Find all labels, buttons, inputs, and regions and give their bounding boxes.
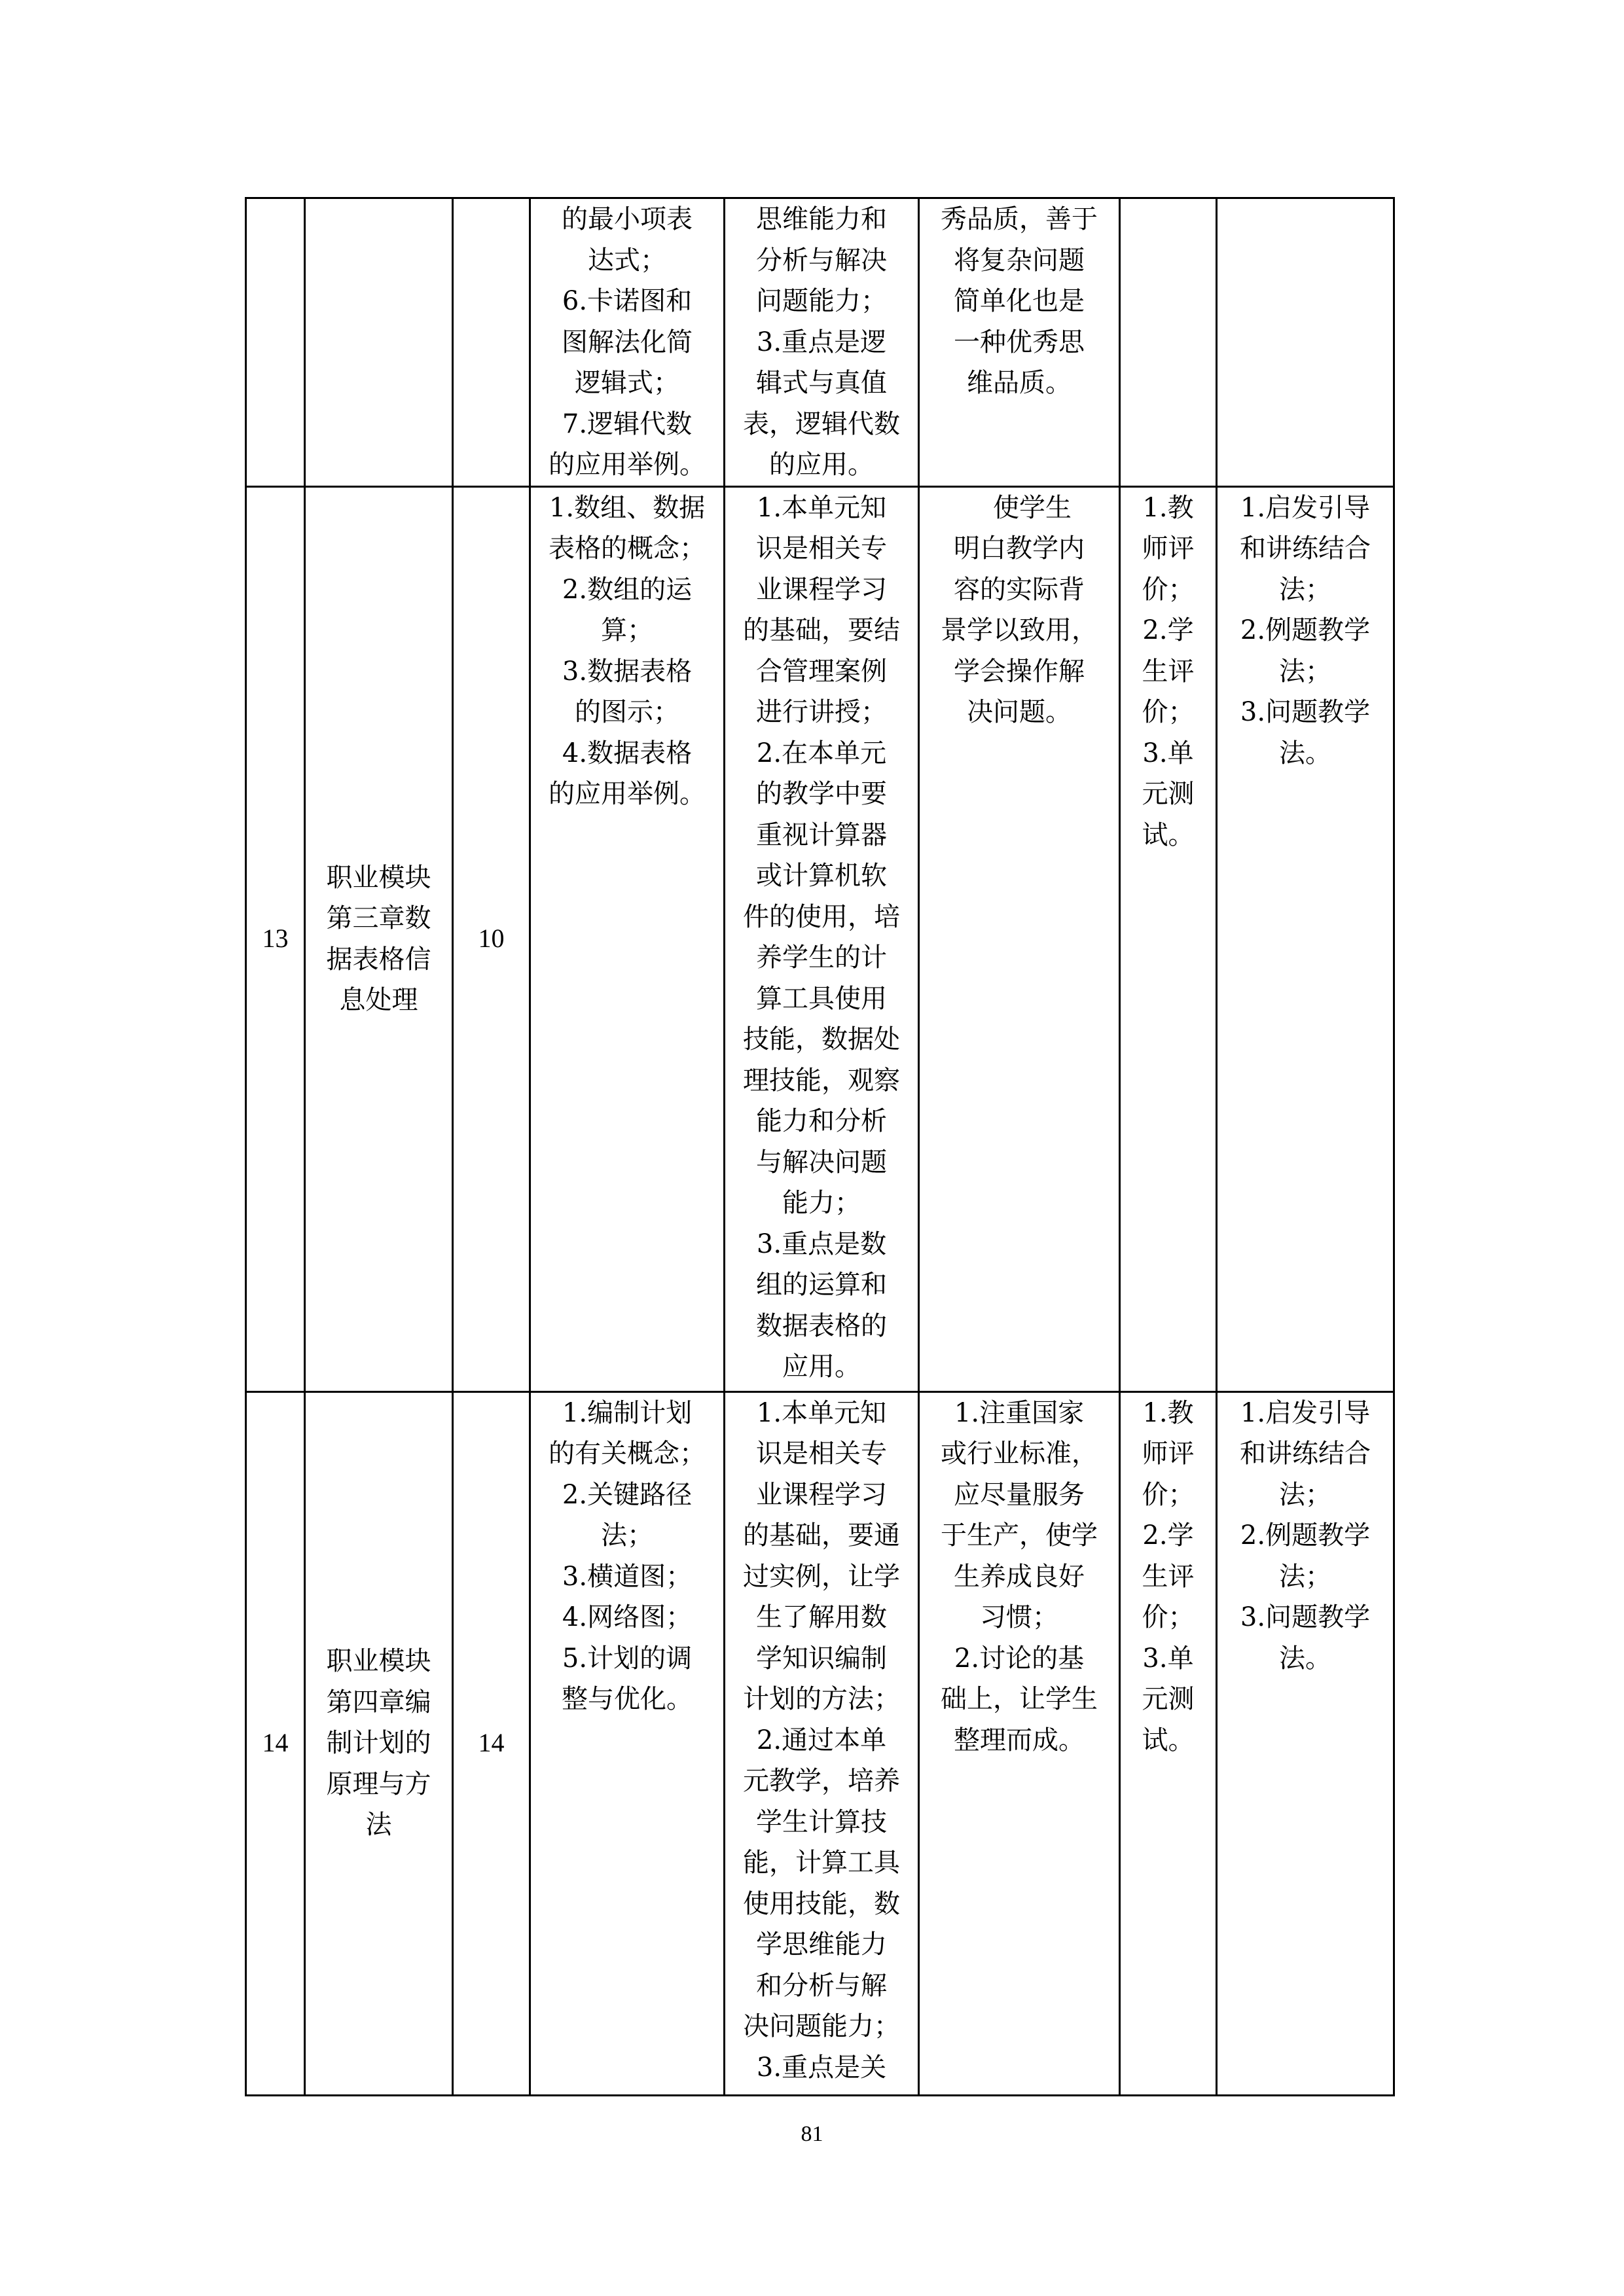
- cell-line: 生养成良好: [954, 1561, 1085, 1592]
- cell-line: 础上，让学生: [941, 1684, 1098, 1714]
- cell-line: 养学生的计: [756, 942, 887, 973]
- cell-line: 和讲练结合: [1240, 1439, 1371, 1469]
- cell-line: 1.本单元知: [756, 1397, 887, 1428]
- cell-line: 生评: [1142, 1561, 1195, 1592]
- cell-line: 3.重点是逻: [756, 327, 887, 357]
- cell-line: 业课程学习: [756, 574, 887, 605]
- cell-line: 2.例题教学: [1240, 1520, 1371, 1551]
- cell-line: 2.学: [1142, 615, 1194, 645]
- cell-line: 生了解用数: [756, 1602, 887, 1632]
- cell-line: 容的实际背: [954, 574, 1085, 605]
- cell-line: 图解法化简: [562, 327, 693, 357]
- cell-line: 元测: [1142, 779, 1195, 809]
- curriculum-table: [245, 197, 1395, 2096]
- cell-line: 1.教: [1142, 492, 1194, 523]
- cell-hours: 14: [453, 1391, 530, 2095]
- cell-line: 和讲练结合: [1240, 533, 1371, 564]
- cell-line: 学知识编制: [756, 1643, 887, 1674]
- cell-line: 的图示；: [575, 697, 679, 727]
- cell-line: 生评: [1142, 656, 1195, 687]
- cell-line: 师评: [1142, 1439, 1195, 1469]
- cell-line: 价；: [1142, 1602, 1195, 1632]
- cell-line: 理技能，观察: [743, 1065, 900, 1096]
- cell-line: 学生计算技: [756, 1806, 887, 1837]
- cell-line: 1.启发引导: [1240, 492, 1371, 523]
- cell-evaluation: [1120, 198, 1217, 487]
- cell-line: 职业模块: [326, 1646, 431, 1677]
- cell-line: 据表格信: [326, 944, 431, 975]
- cell-methods: [1217, 486, 1394, 1391]
- cell-line: 达式；: [588, 245, 666, 276]
- cell-line: 原理与方: [326, 1768, 431, 1799]
- cell-no: [246, 198, 305, 487]
- cell-line: 应用。: [782, 1352, 861, 1382]
- cell-ideology: [919, 1391, 1120, 2095]
- cell-line: 识是相关专: [756, 1439, 887, 1469]
- cell-line: 秀品质，善于: [941, 204, 1098, 234]
- cell-line: 2.通过本单: [756, 1725, 887, 1755]
- cell-methods: [1217, 198, 1394, 487]
- cell-line: 技能，数据处: [743, 1024, 900, 1054]
- cell-line: 法: [365, 1810, 392, 1840]
- cell-line: 整与优化。: [562, 1684, 693, 1714]
- cell-hours: 10: [453, 486, 530, 1391]
- cell-line: 2.数组的运: [562, 574, 693, 605]
- cell-content: [530, 198, 725, 487]
- cell-line: 决问题。: [967, 697, 1072, 727]
- cell-line: 7.逻辑代数: [562, 408, 693, 439]
- cell-line: 数据表格的: [756, 1310, 887, 1341]
- cell-line: 应尽量服务: [954, 1479, 1085, 1510]
- cell-line: 价；: [1142, 1479, 1195, 1510]
- cell-line: 法；: [1279, 574, 1331, 605]
- cell-content: [530, 486, 725, 1391]
- cell-line: 辑式与真值: [756, 368, 887, 398]
- cell-line: 1.数组、数据: [549, 492, 706, 523]
- cell-hours: [453, 198, 530, 487]
- cell-line: 的有关概念；: [549, 1439, 706, 1469]
- cell-line: 3.重点是数: [756, 1229, 887, 1259]
- cell-line: 思维能力和: [756, 204, 887, 234]
- cell-line: 法。: [1279, 738, 1331, 768]
- cell-no: 13: [246, 486, 305, 1391]
- cell-line: 维品质。: [967, 368, 1072, 398]
- cell-line: 第四章编: [326, 1687, 431, 1717]
- table-row-continued: [246, 198, 1394, 487]
- cell-line: 能，计算工具: [743, 1848, 900, 1878]
- cell-line: 4.数据表格: [562, 738, 693, 768]
- cell-line: 的教学中要: [756, 779, 887, 809]
- cell-line: 法；: [1279, 1479, 1331, 1510]
- cell-line: 明白教学内: [954, 533, 1085, 564]
- cell-line: 元教学，培养: [743, 1766, 900, 1796]
- cell-line: 和分析与解: [756, 1970, 887, 2001]
- table-row-13: [246, 486, 1394, 1391]
- cell-line: 或计算机软: [756, 861, 887, 891]
- cell-line: 计划的方法；: [743, 1684, 900, 1714]
- cell-line: 2.例题教学: [1240, 615, 1371, 645]
- cell-line: 1.注重国家: [954, 1397, 1085, 1428]
- cell-line: 组的运算和: [756, 1270, 887, 1300]
- cell-line: 1.教: [1142, 1397, 1194, 1428]
- cell-line: 师评: [1142, 533, 1195, 564]
- cell-line: 3.重点是关: [756, 2052, 887, 2083]
- cell-line: 业课程学习: [756, 1479, 887, 1510]
- cell-line: 问题能力；: [756, 286, 887, 316]
- cell-line: 合管理案例: [756, 656, 887, 687]
- cell-line: 将复杂问题: [954, 245, 1085, 276]
- cell-line: 的应用举例。: [549, 450, 706, 480]
- cell-requirements: [725, 198, 919, 487]
- cell-line: 法；: [1279, 1561, 1331, 1592]
- cell-evaluation: [1120, 486, 1217, 1391]
- table-row-14: [246, 1391, 1394, 2095]
- cell-line: 试。: [1142, 1725, 1195, 1755]
- cell-line: 景学以致用，: [941, 615, 1098, 645]
- cell-line: 法。: [1279, 1643, 1331, 1674]
- cell-line: 能力和分析: [756, 1106, 887, 1136]
- cell-line: 件的使用，培: [743, 901, 900, 932]
- cell-requirements: [725, 486, 919, 1391]
- cell-line: 进行讲授；: [756, 697, 887, 727]
- cell-line: 表，逻辑代数: [743, 408, 900, 439]
- page-number: 81: [801, 2122, 823, 2146]
- cell-line: 1.本单元知: [756, 492, 887, 523]
- cell-line: 的最小项表: [562, 204, 693, 234]
- cell-line: 习惯；: [980, 1602, 1058, 1632]
- cell-line: 试。: [1142, 819, 1195, 850]
- cell-line: 4.网络图；: [562, 1602, 693, 1632]
- cell-line: 一种优秀思: [954, 327, 1085, 357]
- cell-line: 简单化也是: [954, 286, 1085, 316]
- cell-line: 的基础，要通: [743, 1520, 900, 1551]
- cell-line: 1.启发引导: [1240, 1397, 1371, 1428]
- cell-line: 与解决问题: [756, 1147, 887, 1177]
- cell-line: 2.讨论的基: [954, 1643, 1085, 1674]
- cell-line: 2.学: [1142, 1520, 1194, 1551]
- cell-title: [305, 486, 453, 1391]
- cell-line: 整理而成。: [954, 1725, 1085, 1755]
- cell-line: 的应用举例。: [549, 779, 706, 809]
- cell-line: 第三章数: [326, 903, 431, 933]
- cell-methods: [1217, 1391, 1394, 2095]
- cell-line: 使用技能，数: [743, 1888, 900, 1919]
- cell-line: 2.关键路径: [562, 1479, 693, 1510]
- cell-title: [305, 1391, 453, 2095]
- cell-line: 的基础，要结: [743, 615, 900, 645]
- cell-line: 或行业标准，: [941, 1439, 1098, 1469]
- cell-line: 法；: [601, 1520, 653, 1551]
- cell-line: 的应用。: [769, 450, 874, 480]
- cell-title: [305, 198, 453, 487]
- cell-ideology: [919, 198, 1120, 487]
- cell-line: 表格的概念；: [549, 533, 706, 564]
- cell-line: 元测: [1142, 1684, 1195, 1714]
- cell-line: 算；: [601, 615, 653, 645]
- cell-line: 价；: [1142, 697, 1195, 727]
- cell-line: 使学生: [967, 492, 1072, 523]
- cell-line: 过实例，让学: [743, 1561, 900, 1592]
- cell-line: 2.在本单元: [756, 738, 887, 768]
- cell-line: 5.计划的调: [562, 1643, 693, 1674]
- cell-line: 决问题能力；: [743, 2011, 900, 2041]
- cell-line: 3.单: [1142, 1643, 1194, 1674]
- cell-line: 3.数据表格: [562, 656, 693, 687]
- cell-line: 3.横道图；: [562, 1561, 693, 1592]
- cell-line: 3.单: [1142, 738, 1194, 768]
- cell-line: 识是相关专: [756, 533, 887, 564]
- cell-line: 3.问题教学: [1240, 1602, 1371, 1632]
- cell-line: 6.卡诺图和: [562, 286, 693, 316]
- cell-line: 算工具使用: [756, 983, 887, 1014]
- cell-line: 学思维能力: [756, 1929, 887, 1960]
- cell-line: 制计划的: [326, 1728, 431, 1759]
- cell-line: 逻辑式；: [575, 368, 679, 398]
- cell-line: 于生产，使学: [941, 1520, 1098, 1551]
- cell-evaluation: [1120, 1391, 1217, 2095]
- cell-line: 学会操作解: [954, 656, 1085, 687]
- cell-line: 价；: [1142, 574, 1195, 605]
- cell-line: 重视计算器: [756, 819, 887, 850]
- cell-line: 法；: [1279, 656, 1331, 687]
- cell-line: 职业模块: [326, 862, 431, 893]
- cell-line: 能力；: [782, 1188, 861, 1218]
- cell-line: 1.编制计划: [562, 1397, 693, 1428]
- cell-no: 14: [246, 1391, 305, 2095]
- cell-requirements: [725, 1391, 919, 2095]
- cell-line: 3.问题教学: [1240, 697, 1371, 727]
- cell-ideology: [919, 486, 1120, 1391]
- cell-line: 分析与解决: [756, 245, 887, 276]
- cell-content: [530, 1391, 725, 2095]
- cell-line: 息处理: [339, 985, 418, 1015]
